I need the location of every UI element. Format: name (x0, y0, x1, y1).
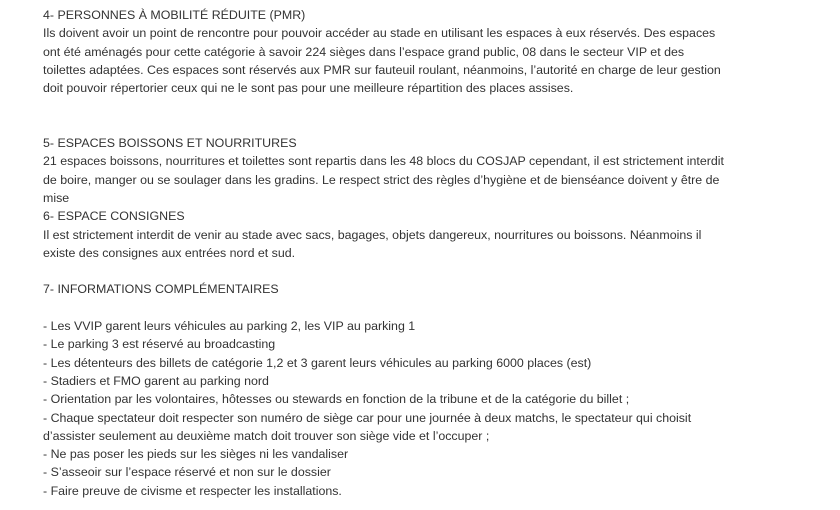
list-item: - Ne pas poser les pieds sur les sièges ni les vandaliser (43, 447, 349, 462)
section-heading-boissons: 5- ESPACES BOISSONS ET NOURRITURES (43, 136, 297, 151)
section-heading-pmr: 4- PERSONNES À MOBILITÉ RÉDUITE (PMR) (43, 8, 306, 22)
list-item: - Orientation par les volontaires, hôtesses ou stewards en fonction de la tribune et de la catégorie du billet ; (43, 392, 630, 407)
list-item: d’assister seulement au deuxième match doit trouver son siège vide et l’occuper ; (43, 428, 490, 443)
paragraph-line: existe des consignes aux entrées nord et sud. (43, 245, 296, 260)
paragraph-line: ont été aménagés pour cette catégorie à savoir 224 sièges dans l’espace grand public, 08 dans le secteur VIP et des (43, 44, 685, 59)
section-consignes (43, 207, 783, 262)
list-item: - Le parking 3 est réservé au broadcasting (43, 337, 276, 352)
list-item: - Stadiers et FMO garent au parking nord (43, 373, 269, 388)
list-item: - Chaque spectateur doit respecter son numéro de siège car pour une journée à deux matchs, le spectateur qui choisit (43, 410, 692, 425)
paragraph-line: mise (43, 190, 70, 205)
paragraph-line: toilettes adaptées. Ces espaces sont réservés aux PMR sur fauteuil roulant, néanmoins, l’autorité en charge de leur gestion (43, 62, 721, 77)
list-item: - Les détenteurs des billets de catégorie 1,2 et 3 garent leurs véhicules au parking 6000 places (est) (43, 355, 592, 370)
section-infos (43, 280, 783, 500)
paragraph-line: doit pouvoir répertorier ceux qui ne le sont pas pour une meilleure répartition des places assises. (43, 81, 574, 96)
section-heading-consignes: 6- ESPACE CONSIGNES (43, 209, 185, 224)
list-item: - Les VVIP garent leurs véhicules au parking 2, les VIP au parking 1 (43, 319, 416, 334)
section-heading-infos: 7- INFORMATIONS COMPLÉMENTAIRES (43, 282, 279, 297)
section-boissons (43, 134, 783, 207)
paragraph-line: Ils doivent avoir un point de rencontre pour pouvoir accéder au stade en utilisant les espaces à eux réservés. Des espaces (43, 26, 716, 41)
paragraph-line: 21 espaces boissons, nourritures et toilettes sont repartis dans les 48 blocs du COSJAP cependant, il est strictement interdit (43, 154, 724, 169)
spacer (43, 97, 783, 115)
paragraph-line: Il est strictement interdit de venir au stade avec sacs, bagages, objets dangereux, nourritures ou boissons. Néanmoins il (43, 227, 702, 242)
spacer (43, 262, 783, 280)
spacer (43, 116, 783, 134)
section-pmr (43, 6, 783, 97)
list-item: - S’asseoir sur l’espace réservé et non sur le dossier (43, 465, 331, 480)
paragraph-line: de boire, manger ou se soulager dans les gradins. Le respect strict des règles d’hygiène et de bienséance doivent y être de (43, 172, 720, 187)
list-item: - Faire preuve de civisme et respecter les installations. (43, 483, 342, 498)
document-body (43, 6, 783, 500)
spacer (43, 299, 783, 317)
